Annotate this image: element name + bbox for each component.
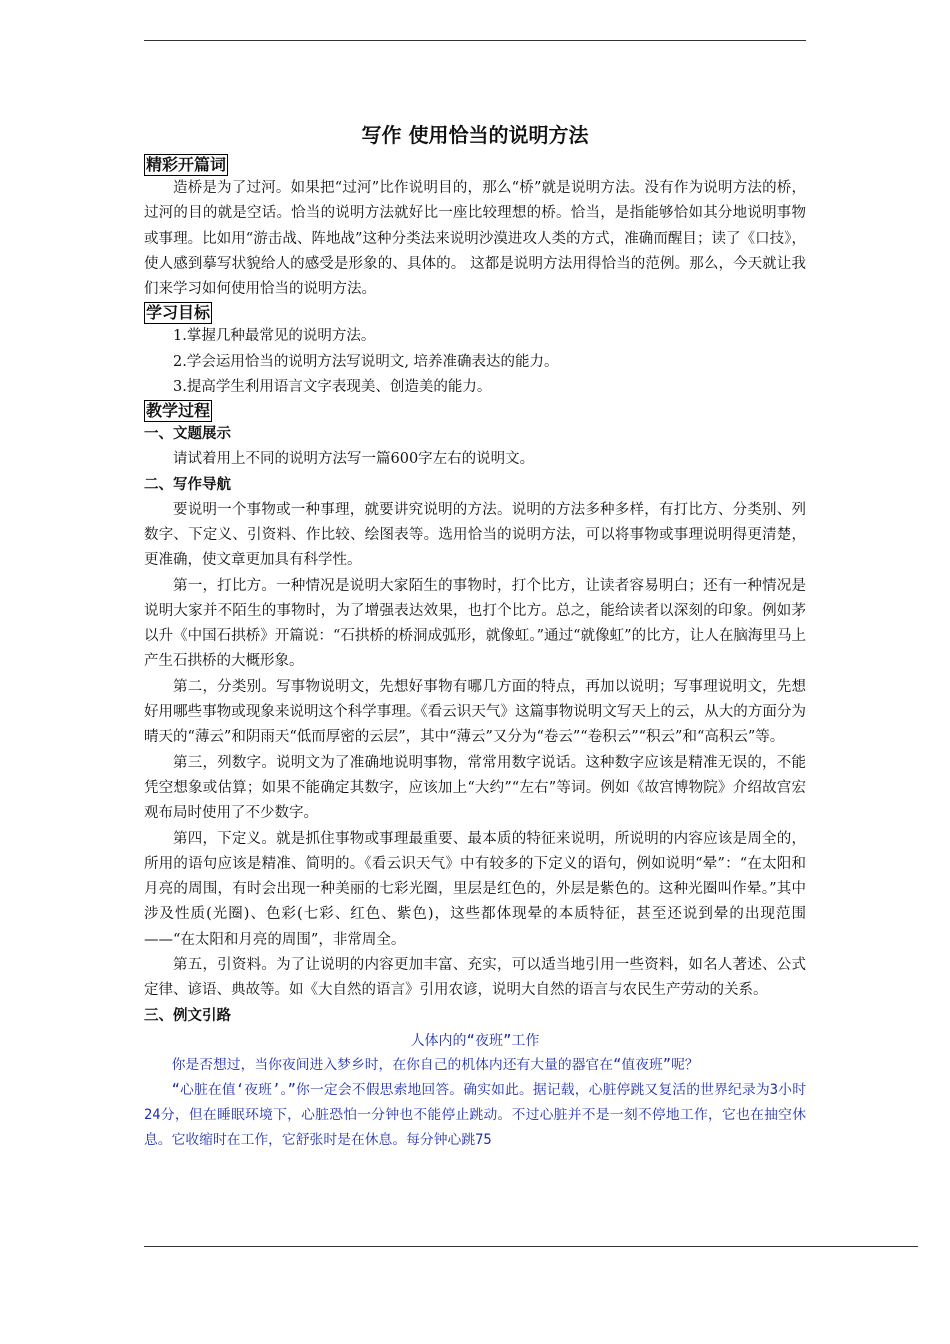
subheading-guide: 二、写作导航	[144, 476, 231, 493]
section-heading-intro: 精彩开篇词	[146, 155, 227, 174]
subheading-example: 三、例文引路	[144, 1007, 231, 1024]
guide-paragraph: 第四，下定义。就是抓住事物或事理最重要、最本质的特征来说明，所说明的内容应该是周全的，所用的语句应该是精准、简明的。《看云识天气》中有较多的下定义的语句，例如说明“晕”：“在太阳和月亮的周围，有时会出现一种美丽的七彩光圈，里层是红色的，外层是紫色的。这种光圈叫作晕。”其中涉及性质(光圈)、色彩(七彩、红色、紫色)，这些都体现晕的本质特征，甚至还说到晕的出现范围——“在太阳和月亮的周围”，非常周全。	[144, 830, 806, 948]
footer-rule	[144, 1246, 918, 1247]
example-paragraph: 你是否想过，当你夜间进入梦乡时，在你自己的机体内还有大量的器官在“值夜班”呢？	[171, 1056, 699, 1073]
guide-paragraph: 第一，打比方。一种情况是说明大家陌生的事物时，打个比方，让读者容易明白；还有一种情况是说明大家并不陌生的事物时，为了增强表达效果，也打个比方。总之，能给读者以深刻的印象。例如茅以升《中国石拱桥》开篇说：“石拱桥的桥洞成弧形，就像虹。”通过“就像虹”的比方，让人在脑海里马上产生石拱桥的大概形象。	[144, 577, 806, 670]
example-paragraph: “心脏在值‘夜班’。”你一定会不假思索地回答。确实如此。据记载，心脏停跳又复活的世界纪录为3小时24分，但在睡眠环境下，心脏恐怕一分钟也不能停止跳动。不过心脏并不是一刻不停地工作，它也在抽空休息。它收缩时在工作，它舒张时是在休息。每分钟心跳75	[144, 1081, 806, 1148]
document-body	[144, 118, 806, 1153]
section-heading-goals: 学习目标	[146, 303, 211, 323]
section-heading-process: 教学过程	[146, 401, 211, 421]
guide-paragraph: 第三，列数字。说明文为了准确地说明事物，常常用数字说话。这种数字应该是精准无误的，不能凭空想象或估算；如果不能确定其数字，应该加上“大约”“左右”等词。例如《故宫博物院》介绍故宫宏观布局时使用了不少数字。	[144, 754, 806, 822]
guide-paragraph: 要说明一个事物或一种事理，就要讲究说明的方法。说明的方法多种多样，有打比方、分类别、列数字、下定义、引资料、作比较、绘图表等。选用恰当的说明方法，可以将事物或事理说明得更清楚，更准确，使文章更加具有科学性。	[144, 501, 806, 569]
goal-item: 1.掌握几种最常见的说明方法。	[173, 328, 376, 345]
topic-paragraph: 请试着用上不同的说明方法写一篇600字左右的说明文。	[173, 451, 535, 468]
header-rule	[144, 40, 806, 41]
goal-item: 3.提高学生利用语言文字表现美、创造美的能力。	[173, 379, 492, 396]
guide-paragraph: 第五，引资料。为了让说明的内容更加丰富、充实，可以适当地引用一些资料，如名人著述、公式定律、谚语、典故等。如《大自然的语言》引用农谚，说明大自然的语言与农民生产劳动的关系。	[144, 957, 806, 999]
subheading-topic: 一、文题展示	[144, 426, 231, 443]
guide-paragraph: 第二，分类别。写事物说明文，先想好事物有哪几方面的特点，再加以说明；写事理说明文，先想好用哪些事物或现象来说明这个科学事理。《看云识天气》这篇事物说明文写天上的云，从大的方面分为晴天的“薄云”和阴雨天“低而厚密的云层”，其中“薄云”又分为“卷云”“卷积云”“积云”和“高积云”等。	[144, 678, 806, 746]
intro-paragraph: 造桥是为了过河。如果把“过河”比作说明目的，那么“桥”就是说明方法。没有作为说明方法的桥，过河的目的就是空话。恰当的说明方法就好比一座比较理想的桥。恰当，是指能够恰如其分地说明事物或事理。比如用“游击战、阵地战”这种分类法来说明沙漠进攻人类的方式，准确而醒目；读了《口技》，使人感到摹写状貌给人的感受是形象的、具体的。 这都是说明方法用得恰当的范例。那么，今天就让我们来学习如何使用恰当的说明方法。	[144, 180, 806, 298]
page-title: 写作 使用恰当的说明方法	[361, 123, 589, 147]
example-title: 人体内的“夜班”工作	[410, 1032, 540, 1049]
example-essay	[144, 1029, 806, 1153]
goal-item: 2.学会运用恰当的说明方法写说明文, 培养准确表达的能力。	[173, 353, 559, 370]
